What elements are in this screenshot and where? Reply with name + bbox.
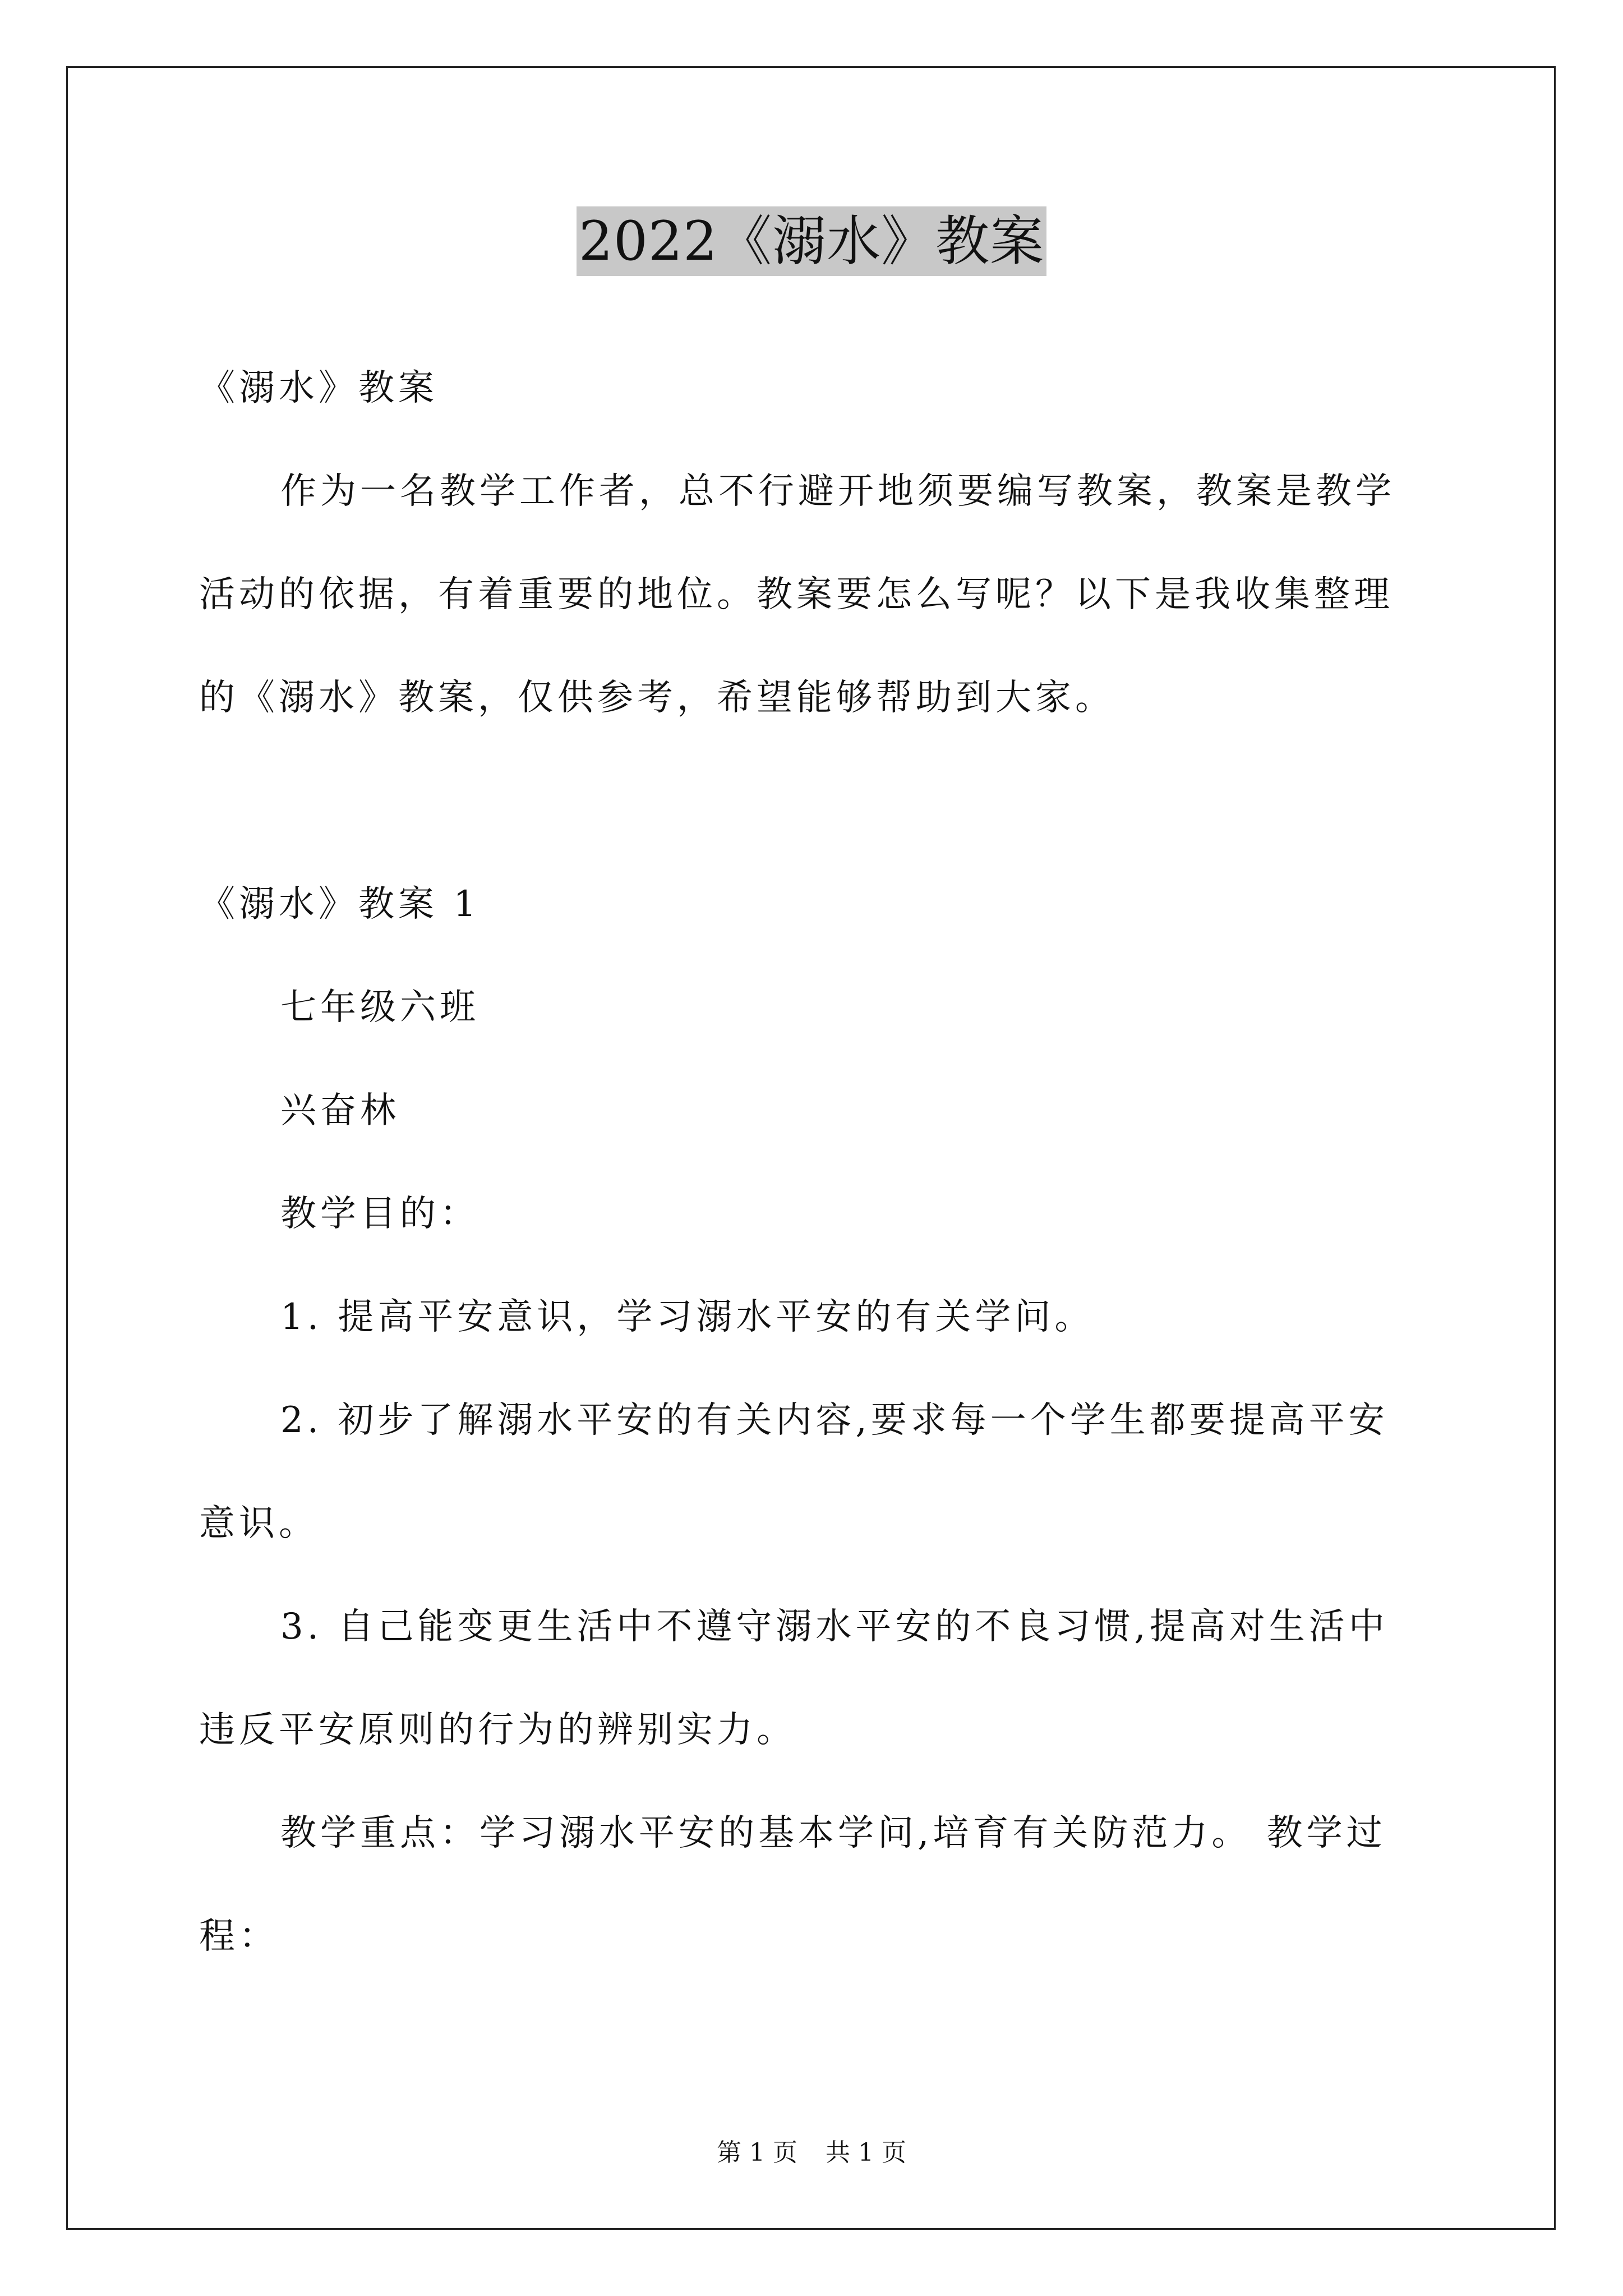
key-points-line-1: 教学重点：学习溺水平安的基本学问,培育有关防范力。 教学过 [280,1812,1386,1854]
page-number: 第 1 页 [717,2138,797,2167]
document-title-text: 2022《溺水》教案 [577,206,1046,276]
document-body [199,337,1433,1988]
objective-2-line-1: 2. 初步了解溺水平安的有关内容,要求每一个学生都要提高平安 [280,1400,1389,1441]
section-heading: 《溺水》教案 1 [199,884,481,925]
intro-line-3: 的《溺水》教案，仅供参考，希望能够帮助到大家。 [199,677,1115,719]
author-name: 兴奋林 [280,1090,400,1131]
page-total: 共 1 页 [826,2138,906,2167]
objective-3-line-2: 违反平安原则的行为的辨别实力。 [199,1709,796,1751]
page-footer [0,2136,1623,2170]
key-points-line-2: 程： [199,1916,279,1957]
document-title [0,202,1623,280]
paragraph-gap [199,749,1433,853]
objective-2-line-2: 意识。 [199,1503,319,1544]
intro-line-2: 活动的依据，有着重要的地位。教案要怎么写呢？以下是我收集整理 [199,574,1394,615]
objectives-label: 教学目的： [280,1193,479,1235]
intro-line-1: 作为一名教学工作者，总不行避开地须要编写教案，教案是教学 [280,471,1395,512]
class-name: 七年级六班 [280,987,479,1028]
objective-3-line-1: 3. 自己能变更生活中不遵守溺水平安的不良习惯,提高对生活中 [280,1606,1389,1648]
subtitle: 《溺水》教案 [199,367,438,409]
objective-1: 1. 提高平安意识，学习溺水平安的有关学问。 [280,1296,1095,1338]
